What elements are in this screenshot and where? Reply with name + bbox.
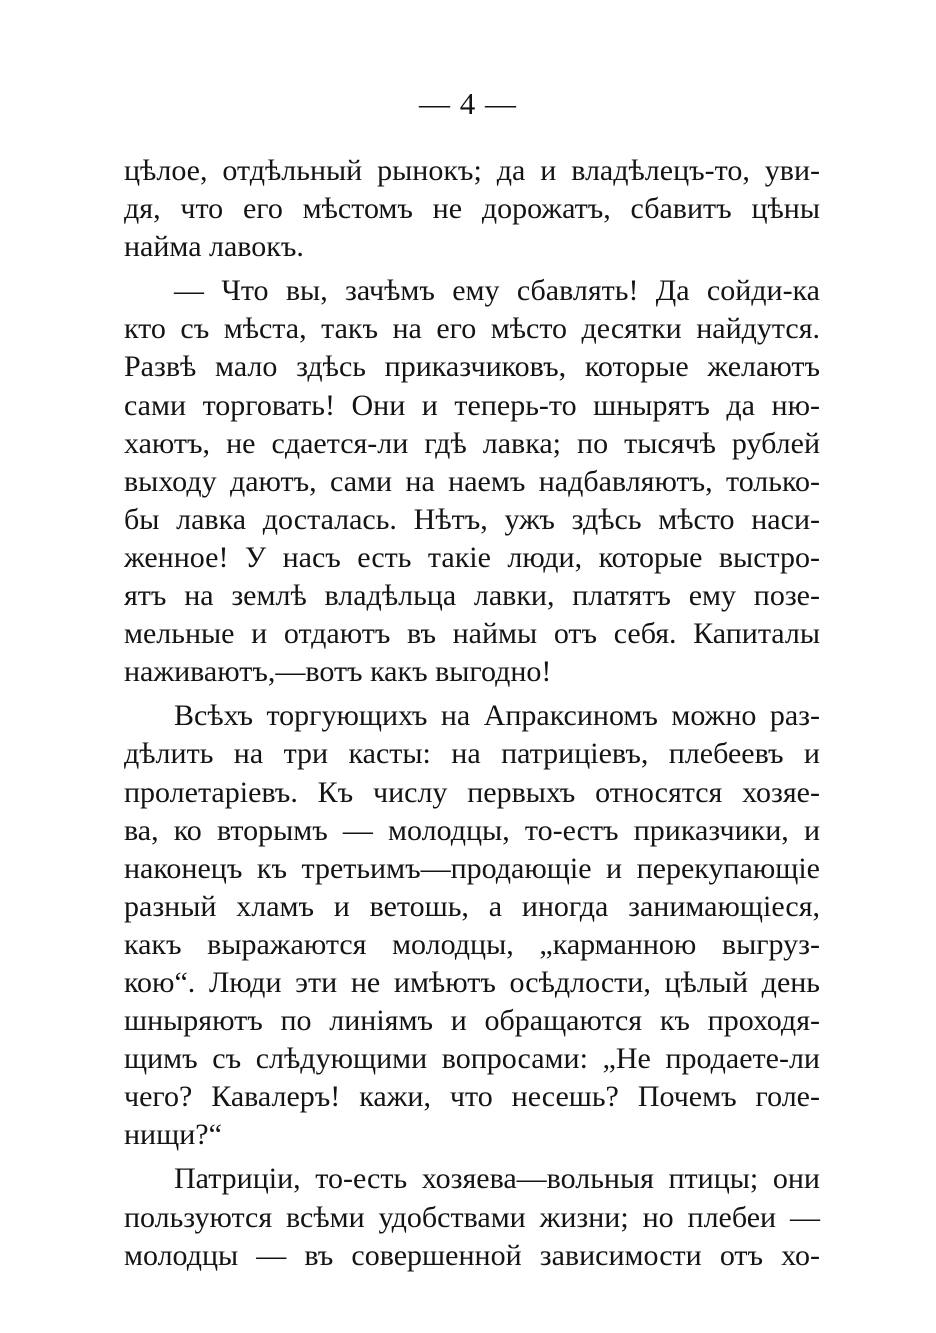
text-line: женное! У насъ есть такіе люди, которые выстро- — [124, 540, 820, 574]
text-line: щимъ съ слѣдующими вопросами: „Не продаете-ли — [124, 1042, 820, 1076]
paragraph-1 — [124, 152, 820, 266]
page-number: — 4 — — [419, 86, 517, 121]
paragraph-2 — [124, 272, 820, 691]
text-line: цѣлое, отдѣльный рынокъ; да и владѣлецъ-то, уви- — [124, 154, 820, 187]
text-line: пользуются всѣми удобствами жизни; но плебеи — — [124, 1200, 820, 1234]
text-line: какъ выражаются молодцы, „карманною выгруз- — [124, 927, 820, 961]
text-line: Всѣхъ торгующихъ на Апраксиномъ можно раз- — [174, 699, 820, 733]
text-line: Развѣ мало здѣсь приказчиковъ, которые желаютъ — [124, 350, 820, 384]
text-line: ятъ на землѣ владѣльца лавки, платятъ ему позе- — [124, 579, 820, 613]
text-line: сами торговать! Они и теперь-то шнырятъ да ню- — [124, 388, 820, 422]
text-line: чего? Кавалеръ! кажи, что несешь? Почемъ голе- — [124, 1080, 820, 1114]
text-line: выходу даютъ, сами на наемъ надбавляютъ, только- — [124, 464, 820, 498]
text-line: — Что вы, зачѣмъ ему сбавлять! Да сойди-ка — [174, 274, 820, 308]
paragraph-4 — [124, 1160, 820, 1274]
text-line: дѣлить на три касты: на патриціевъ, плебеевъ и — [124, 737, 820, 771]
text-line: найма лавокъ. — [124, 230, 304, 264]
text-line: хаютъ, не сдается-ли гдѣ лавка; по тысячѣ рублей — [124, 426, 820, 460]
text-line: мельные и отдаютъ въ наймы отъ себя. Капиталы — [124, 617, 820, 651]
text-line: разный хламъ и ветошь, а иногда занимающіеся, — [124, 889, 820, 923]
text-line: Патриціи, то-есть хозяева—вольныя птицы; они — [174, 1162, 820, 1196]
text-line: наживаютъ,—вотъ какъ выгодно! — [124, 655, 552, 689]
text-line: молодцы — въ совершенной зависимости отъ хо- — [124, 1238, 820, 1272]
text-line: кою“. Люди эти не имѣютъ осѣдлости, цѣлый день — [124, 965, 820, 999]
text-line: ва, ко вторымъ — молодцы, то-естъ приказчики, и — [124, 813, 820, 847]
text-line: пролетаріевъ. Къ числу первыхъ относятся хозяе- — [124, 775, 820, 809]
text-line: нищи?“ — [124, 1118, 222, 1152]
text-line: шныряютъ по линіямъ и обращаются къ проходя- — [124, 1004, 820, 1038]
text-line: бы лавка досталась. Нѣтъ, ужъ здѣсь мѣсто наси- — [124, 502, 820, 536]
text-line: дя, что его мѣстомъ не дорожатъ, сбавитъ цѣны — [124, 192, 820, 226]
paragraph-3 — [124, 697, 820, 1154]
text-line: кто съ мѣста, такъ на его мѣсто десятки найдутся. — [124, 312, 820, 346]
text-line: наконецъ къ третьимъ—продающіе и перекупающіе — [124, 851, 820, 885]
body-text — [124, 152, 820, 1275]
